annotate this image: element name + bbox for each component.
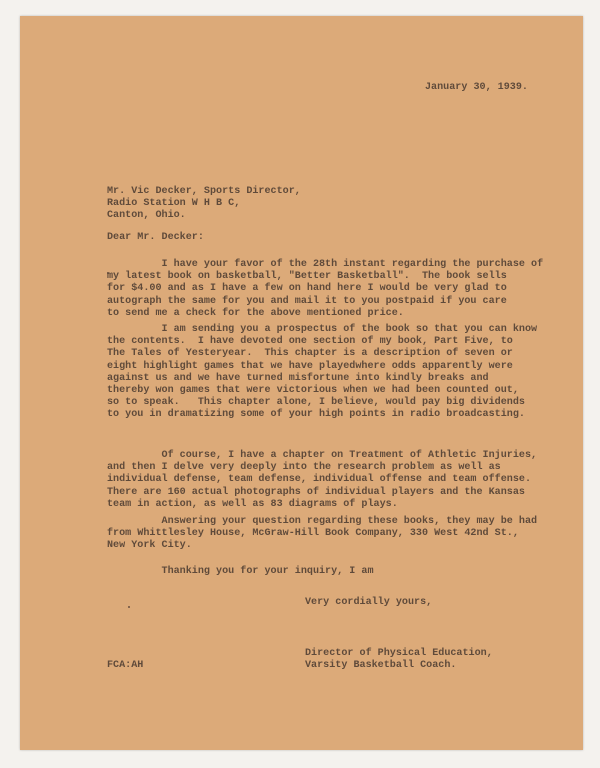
paragraph-line: so to speak. This chapter alone, I believe, would pay big dividends — [107, 397, 525, 409]
typist-initials: FCA:AH — [107, 660, 144, 671]
paragraph-line: There are 160 actual photographs of individual players and the Kansas — [107, 486, 525, 498]
paper-mark — [128, 606, 130, 608]
closing: Very cordially yours, — [305, 597, 433, 608]
paragraph-line: thereby won games that were victorious when we had been counted out, — [107, 385, 519, 396]
address-line: Canton, Ohio. — [107, 210, 186, 221]
paragraph-line: The Tales of Yesteryear. This chapter is a description of seven or — [107, 348, 513, 360]
paragraph-line: against us and we have turned misfortune into kindly breaks and — [107, 372, 489, 384]
paragraph-line: and then I delve very deeply into the research problem as well as — [107, 462, 501, 474]
paragraph-line: autograph the same for you and mail it to you postpaid if you care — [107, 295, 507, 307]
signature-title: Director of Physical Education, — [305, 648, 493, 659]
paragraph-line: New York City. — [107, 540, 192, 552]
paragraph-line: individual defense, team defense, individual offense and team offense. — [107, 474, 532, 486]
signature-title: Varsity Basketball Coach. — [305, 660, 457, 671]
paragraph-line: to you in dramatizing some of your high points in radio broadcasting. — [107, 409, 525, 421]
paragraph-line: I am sending you a prospectus of the book so that you can know — [107, 324, 538, 335]
paragraph-line: from Whittlesley House, McGraw-Hill Book Company, 330 West 42nd St., — [107, 528, 519, 540]
paragraph-line: for $4.00 and as I have a few on hand here I would be very glad to — [107, 283, 507, 295]
paragraph-line: Answering your question regarding these books, they may be had — [107, 516, 538, 527]
paragraph-line: my latest book on basketball, "Better Basketball". The book sells — [107, 271, 507, 283]
address-line: Radio Station W H B C, — [107, 198, 241, 209]
paragraph-line: Of course, I have a chapter on Treatment of Athletic Injuries, — [107, 450, 538, 461]
salutation: Dear Mr. Decker: — [107, 232, 204, 243]
paragraph-line: I have your favor of the 28th instant regarding the purchase of — [107, 259, 544, 270]
paragraph-line: Thanking you for your inquiry, I am — [107, 566, 374, 577]
paragraph-line: the contents. I have devoted one section of my book, Part Five, to — [107, 336, 513, 348]
paragraph-line: team in action, as well as 83 diagrams of plays. — [107, 498, 398, 510]
paragraph-line: to send me a check for the above mentioned price. — [107, 307, 404, 319]
letter-date: January 30, 1939. — [425, 82, 528, 93]
address-line: Mr. Vic Decker, Sports Director, — [107, 186, 301, 197]
paragraph-line: eight highlight games that we have playedwhere odds apparently were — [107, 360, 513, 372]
